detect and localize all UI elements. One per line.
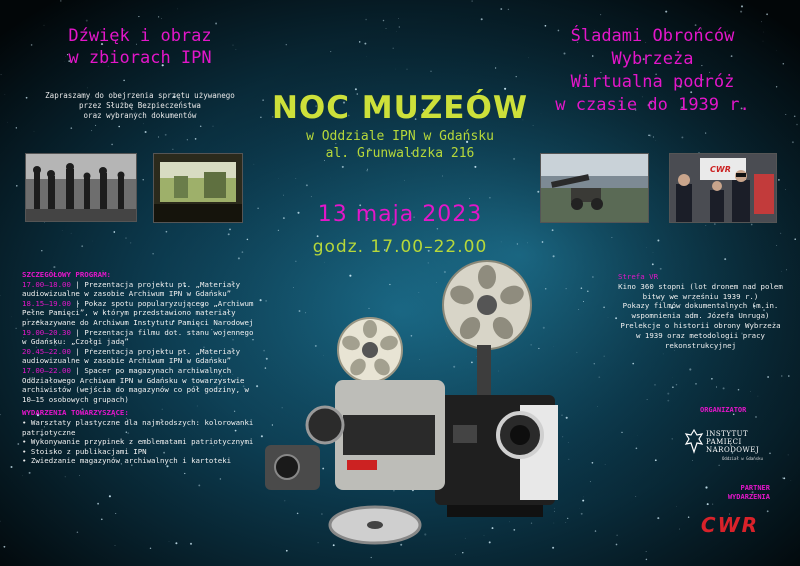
left-title	[20, 25, 260, 69]
event-hours: godz. 17.00–22.00	[312, 237, 488, 257]
left-title-line-2: w zbiorach IPN	[68, 48, 212, 68]
extra-item-text: Wykonywanie przypinek z emblematami patriotycznymi	[30, 437, 254, 447]
left-subtitle-line-3: oraz wybranych dokumentów	[83, 111, 197, 120]
extra-item: • Wykonywanie przypinek z emblematami patriotycznymi	[22, 437, 254, 447]
cwr-logo: CWR	[700, 513, 760, 537]
extra-item-text: Warsztaty plastyczne dla najmłodszych: kolorowanki patriotyczne	[22, 417, 254, 437]
ipn-logo-line-2: PAMIĘCI	[706, 438, 742, 446]
left-title-line-1: Dźwięk i obraz	[68, 26, 212, 46]
vr-zone-line: Pokazy filmów dokumentalnych (m.in. wspomnienia adm. Józefa Unruga)	[622, 301, 779, 321]
extra-item: • Zwiedzanie magazynów archiwalnych i kartoteki	[22, 456, 232, 466]
program-item-time: 19.00–20.30	[22, 327, 71, 337]
extra-item: • Warsztaty plastyczne dla najmłodszych: kolorowanki patriotyczne	[22, 417, 254, 437]
program-item-text: Spacer po magazynach archiwalnych Oddziałowego Archiwum IPN w Gdańsku w towarzystwie archiwistów (wejścia do magazynów co pół godziny, w 10–15 osobowych grupach)	[22, 365, 249, 404]
crowd-photo	[25, 153, 137, 222]
extra-item-text: Zwiedzanie magazynów archiwalnych i kartoteki	[30, 456, 232, 466]
extra-item-text: Stoisko z publikacjami IPN	[30, 446, 147, 456]
right-title-line-4: w czasie do 1939 r.	[555, 95, 750, 115]
organizer-label: ORGANIZATOR	[700, 406, 747, 414]
program-item-time: 20.45–22.00	[22, 346, 71, 356]
program-item-time: 17.00–22.00	[22, 365, 71, 375]
right-title	[530, 25, 775, 117]
vr-zone-line: Kino 360 stopni (lot dronem nad polem bitwy we wrześniu 1939 r.)	[618, 281, 783, 301]
program-item: 20.45–22.00 | Prezentacja projektu pt. „Materiały audiowizualne w zasobie Archiwum IPN w Gdańsku”	[22, 346, 241, 366]
extra-heading: WYDARZENIA TOWARZYSZĄCE:	[22, 408, 129, 418]
right-title-line-3: Wirtualna podróż	[570, 72, 735, 92]
car-window-photo	[153, 153, 243, 223]
left-subtitle-line-2: przez Służbę Bezpieczeństwa	[79, 101, 201, 110]
program-item-text: Prezentacja projektu pt. „Materiały audiowizualne w zasobie Archiwum IPN w Gdańsku”	[22, 279, 241, 299]
event-date: 13 maja 2023	[317, 202, 483, 227]
svg-text:CWR: CWR	[710, 165, 731, 174]
right-title-line-1: Śladami Obrońców	[570, 26, 735, 46]
address-line-1: w Oddziale IPN w Gdańsku	[306, 129, 494, 144]
extra-item: • Stoisko z publikacjami IPN	[22, 446, 147, 456]
program-item: 18.15–19.00 | Pokaz spotu popularyzującego „Archiwum Pełne Pamięci”, w którym przedstawiono materiały przekazywane do Archiwum Instytutu Pamięci Narodowej	[22, 298, 254, 327]
ipn-logo-line-3: NARODOWEJ	[706, 446, 760, 454]
program-item-time: 17.00–18.00	[22, 279, 71, 289]
ipn-logo-line-1: INSTYTUT	[706, 430, 749, 438]
ipn-logo-subtitle: Oddział w Gdańsku	[722, 456, 763, 461]
vr-zone-line: Prelekcje o historii obrony Wybrzeża w 1939 oraz metodologii pracy rekonstrukcyjnej	[620, 320, 781, 350]
program-item-text: Prezentacja projektu pt. „Materiały audiowizualne w zasobie Archiwum IPN w Gdańsku”	[22, 346, 241, 366]
left-subtitle-line-1: Zapraszamy do obejrzenia sprzętu używanego	[45, 91, 235, 100]
program-item-text: Pokaz spotu popularyzującego „Archiwum Pełne Pamięci”, w którym przedstawiono materiały przekazywane do Archiwum Instytutu Pamięci Narodowej	[22, 298, 254, 327]
program-heading: SZCZEGÓŁOWY PROGRAM:	[22, 270, 111, 279]
program-item-text: Prezentacja filmu dot. stanu wojennego w Gdańsku: „Czołgi jadą”	[22, 327, 254, 347]
left-subtitle	[25, 91, 255, 121]
vr-zone-section	[618, 272, 783, 350]
program-item: 17.00–22.00 | Spacer po magazynach archiwalnych Oddziałowego Archiwum IPN w Gdańsku w towarzystwie archiwistów (wejścia do magazynów co pół godziny, w 10–15 osobowych grupach)	[22, 365, 249, 404]
right-title-line-2: Wybrzeża	[611, 49, 694, 69]
program-item: 19.00–20.30 | Prezentacja filmu dot. stanu wojennego w Gdańsku: „Czołgi jadą”	[22, 327, 254, 347]
film-projectors-illustration	[265, 255, 595, 566]
eagle-emblem-icon	[684, 428, 704, 454]
program-section	[22, 270, 260, 466]
partner-label: PARTNER WYDARZENIA	[727, 484, 770, 501]
event-title: NOC MUZEÓW	[271, 90, 529, 126]
program-item-time: 18.15–19.00	[22, 298, 71, 308]
address-line-2: al. Grunwaldzka 216	[325, 146, 475, 161]
vr-visitors-photo	[669, 153, 777, 223]
vr-zone-heading: Strefa VR	[618, 272, 659, 281]
event-address	[250, 128, 550, 162]
program-item: 17.00–18.00 | Prezentacja projektu pt. „Materiały audiowizualne w zasobie Archiwum IPN w Gdańsku”	[22, 279, 241, 299]
cannon-photo	[540, 153, 649, 223]
ipn-logo-text	[706, 430, 759, 454]
